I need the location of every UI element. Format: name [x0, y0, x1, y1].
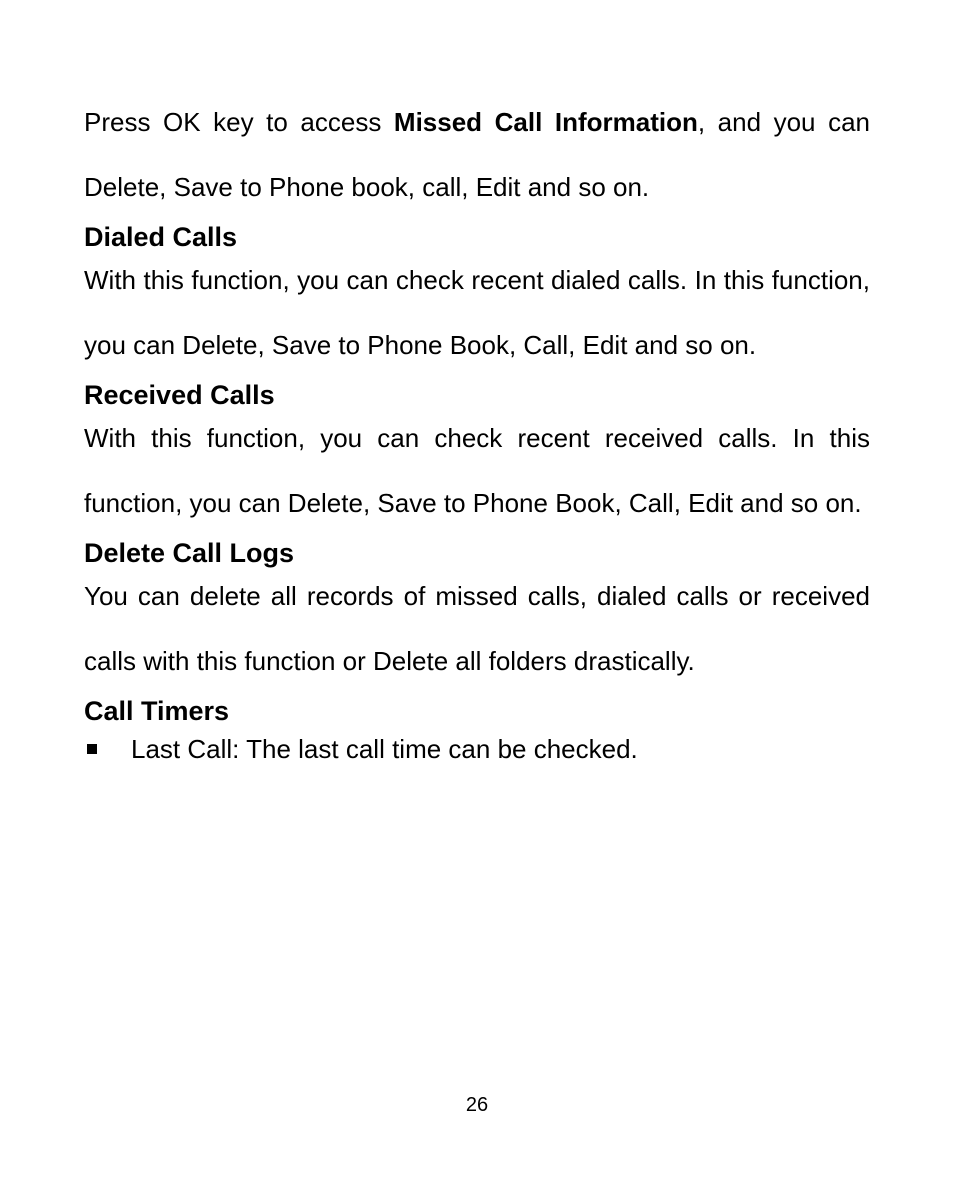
delete-call-logs-heading: Delete Call Logs [84, 538, 295, 568]
call-timers-heading: Call Timers [84, 696, 230, 726]
delete-call-logs-paragraph: You can delete all records of missed calls, dialed calls or received calls with this function or Delete all folders drastically. [84, 581, 870, 676]
dialed-calls-paragraph: With this function, you can check recent dialed calls. In this function, you can Delete, Save to Phone Book, Call, Edit and so on. [84, 265, 870, 360]
intro-paragraph [84, 90, 870, 220]
list-item-text: Last Call: The last call time can be checked. [131, 734, 638, 764]
square-bullet-icon [87, 744, 97, 754]
received-calls-heading: Received Calls [84, 380, 275, 410]
missed-call-information-term: Missed Call Information [393, 107, 698, 137]
received-calls-paragraph: With this function, you can check recent received calls. In this function, you can Delete, Save to Phone Book, Call, Edit and so on. [84, 423, 870, 518]
page-number: 26 [465, 1094, 489, 1116]
intro-text-after: , and you can Delete, Save to Phone book, call, Edit and so on. [84, 107, 870, 202]
intro-text-before: Press OK key to access [84, 107, 394, 137]
dialed-calls-heading: Dialed Calls [84, 222, 238, 252]
document-page [84, 0, 870, 769]
list-item [84, 729, 870, 769]
